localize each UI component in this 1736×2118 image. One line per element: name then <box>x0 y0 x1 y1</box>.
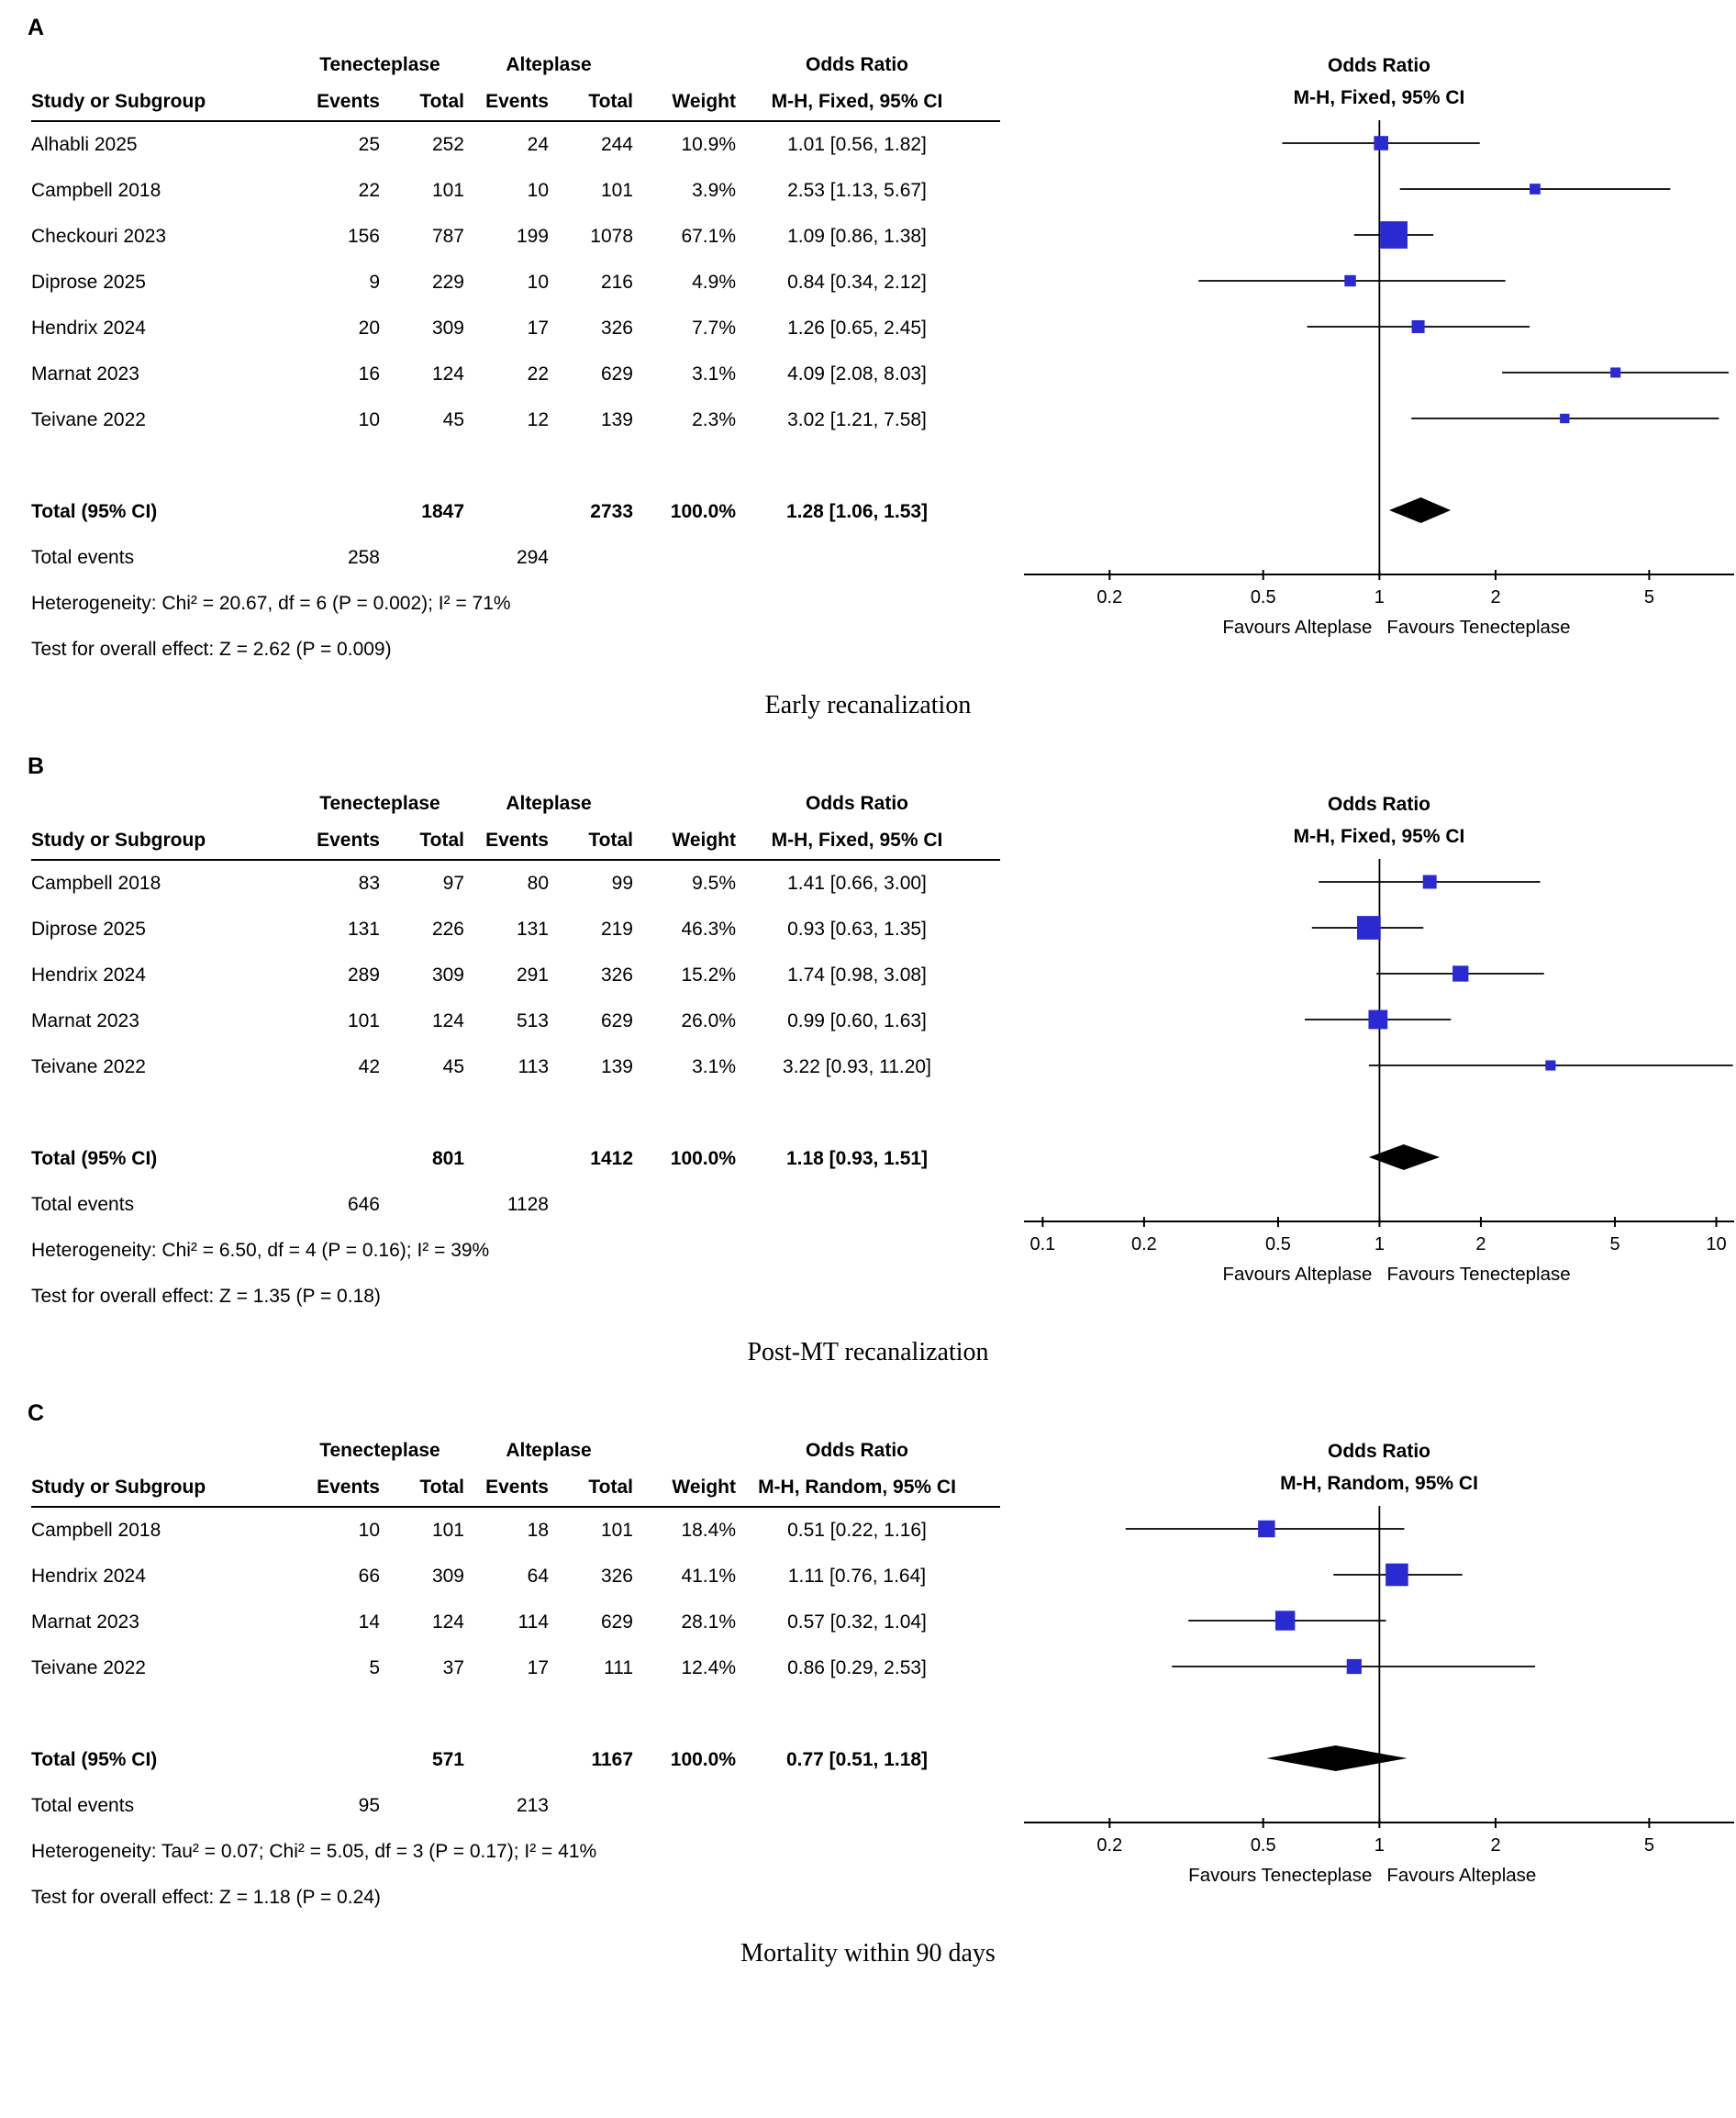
study-row <box>31 1044 1000 1090</box>
weight-value: 15.2% <box>681 964 736 986</box>
or-ci-value: 0.51 [0.22, 1.16] <box>787 1520 927 1541</box>
events2-value: 513 <box>516 1010 549 1031</box>
heterogeneity-row <box>31 1829 1000 1875</box>
total2-value: 629 <box>600 1611 633 1633</box>
axis-tick-label: 1 <box>1374 1234 1385 1254</box>
total-events-row <box>31 1182 1000 1228</box>
or-point-marker <box>1423 875 1437 889</box>
events1-value: 66 <box>358 1566 380 1587</box>
weight-column-header: Weight <box>672 91 736 112</box>
total-events-label: Total events <box>31 547 135 568</box>
or-point-marker <box>1374 136 1388 150</box>
group1-header: Tenecteplase <box>319 793 440 814</box>
total1-value: 101 <box>431 180 464 201</box>
events1-value: 156 <box>347 226 380 247</box>
study-column-header: Study or Subgroup <box>31 91 206 112</box>
study-name: Campbell 2018 <box>31 1520 161 1541</box>
total1-column-header: Total <box>419 91 464 112</box>
total-events2-value: 213 <box>516 1795 549 1816</box>
total1-value: 45 <box>442 409 464 430</box>
events1-value: 22 <box>358 180 380 201</box>
or-point-marker <box>1412 320 1425 333</box>
study-name: Checkouri 2023 <box>31 226 167 247</box>
plot-odds-ratio-title: Odds Ratio <box>1327 55 1431 76</box>
panel-label: B <box>28 753 45 779</box>
total-or-ci: 1.18 [0.93, 1.51] <box>785 1148 929 1169</box>
total2-value: 139 <box>600 409 633 430</box>
or-ci-value: 0.99 [0.60, 1.63] <box>787 1010 927 1031</box>
spacer-row <box>31 1090 1000 1136</box>
total2-value: 99 <box>611 873 633 894</box>
or-ci-value: 1.11 [0.76, 1.64] <box>787 1566 927 1587</box>
total1-value: 226 <box>431 919 464 940</box>
forest-plot-area <box>1018 1432 1736 1896</box>
events2-value: 114 <box>517 1611 549 1633</box>
events1-value: 10 <box>358 409 380 430</box>
events1-value: 42 <box>358 1056 380 1077</box>
axis-tick-label: 2 <box>1475 1234 1486 1254</box>
events2-column-header: Events <box>485 1477 549 1498</box>
group2-header: Alteplase <box>506 793 592 814</box>
study-name: Hendrix 2024 <box>31 1566 146 1587</box>
events1-value: 20 <box>358 318 380 339</box>
plot-method-title: M-H, Fixed, 95% CI <box>1293 826 1465 847</box>
weight-value: 3.1% <box>692 363 736 385</box>
weight-column-header: Weight <box>672 1477 736 1498</box>
table-header-groups <box>31 786 1000 822</box>
total-events-label: Total events <box>31 1795 135 1816</box>
weight-value: 18.4% <box>681 1520 736 1541</box>
method-column-header: M-H, Random, 95% CI <box>758 1477 956 1498</box>
or-ci-value: 1.74 [0.98, 3.08] <box>787 964 927 986</box>
or-point-marker <box>1610 367 1620 377</box>
table-header-columns <box>31 1469 1000 1508</box>
table-header-columns <box>31 822 1000 861</box>
total2-value: 1078 <box>590 226 633 247</box>
or-point-marker <box>1545 1060 1555 1070</box>
axis-tick-label: 0.5 <box>1265 1234 1291 1254</box>
or-ci-value: 0.93 [0.63, 1.35] <box>787 919 927 940</box>
total1-column-header: Total <box>419 1477 464 1498</box>
study-row <box>31 1645 1000 1691</box>
total2-sum: 1167 <box>591 1749 633 1770</box>
weight-value: 9.5% <box>692 873 736 894</box>
panel-label: A <box>28 15 45 40</box>
total-events-row <box>31 1783 1000 1829</box>
total1-value: 124 <box>431 1611 464 1633</box>
panel-body <box>31 1432 1736 1919</box>
study-name: Diprose 2025 <box>31 919 146 940</box>
axis-tick-label: 2 <box>1490 587 1501 608</box>
overall-effect-row <box>31 1274 1000 1320</box>
or-point-marker <box>1258 1521 1274 1537</box>
study-row <box>31 260 1000 306</box>
axis-tick-label: 0.2 <box>1096 587 1123 608</box>
forest-panel-C <box>0 1400 1736 1968</box>
study-name: Teivane 2022 <box>31 1056 146 1077</box>
overall-effect-text: Test for overall effect: Z = 2.62 (P = 0.009) <box>31 639 392 660</box>
events2-value: 10 <box>527 272 549 293</box>
axis-tick-label: 5 <box>1609 1234 1620 1254</box>
events2-value: 113 <box>517 1056 549 1077</box>
favours-left-label: Favours Alteplase <box>1222 617 1373 638</box>
plot-method-title: M-H, Fixed, 95% CI <box>1293 87 1465 108</box>
total1-sum: 1847 <box>421 501 464 522</box>
method-column-header: M-H, Fixed, 95% CI <box>771 830 943 851</box>
or-ci-value: 0.84 [0.34, 2.12] <box>787 272 927 293</box>
events2-column-header: Events <box>485 91 549 112</box>
study-name: Marnat 2023 <box>31 1010 139 1031</box>
or-ci-value: 0.86 [0.29, 2.53] <box>787 1657 927 1678</box>
events2-value: 17 <box>527 318 549 339</box>
overall-effect-text: Test for overall effect: Z = 1.18 (P = 0.24) <box>31 1887 381 1908</box>
axis-tick-label: 0.5 <box>1250 587 1276 608</box>
study-table <box>31 47 1000 673</box>
total-events2-value: 1128 <box>506 1194 549 1215</box>
group2-header: Alteplase <box>506 54 592 75</box>
plot-method-title: M-H, Random, 95% CI <box>1280 1473 1478 1494</box>
total1-value: 229 <box>431 272 464 293</box>
events1-value: 101 <box>347 1010 380 1031</box>
study-table <box>31 1432 1000 1921</box>
or-point-marker <box>1452 965 1468 981</box>
weight-value: 26.0% <box>681 1010 736 1031</box>
study-name: Campbell 2018 <box>31 873 161 894</box>
total2-value: 326 <box>600 964 633 986</box>
events1-column-header: Events <box>317 1477 380 1498</box>
weight-column-header: Weight <box>672 830 736 851</box>
axis-tick-label: 0.2 <box>1130 1234 1157 1254</box>
weight-value: 3.9% <box>692 180 736 201</box>
panel-caption: Post-MT recanalization <box>747 1338 989 1366</box>
total2-value: 216 <box>600 272 633 293</box>
events1-value: 5 <box>369 1657 380 1678</box>
group1-header: Tenecteplase <box>319 1440 440 1461</box>
events2-value: 12 <box>527 409 549 430</box>
axis-tick-label: 5 <box>1643 1835 1654 1856</box>
or-point-marker <box>1368 1010 1387 1030</box>
or-ci-value: 1.26 [0.65, 2.45] <box>787 318 927 339</box>
odds-ratio-column-header: Odds Ratio <box>805 54 908 75</box>
favours-left-label: Favours Alteplase <box>1222 1264 1373 1285</box>
total2-value: 326 <box>600 318 633 339</box>
or-point-marker <box>1560 414 1569 423</box>
total1-value: 252 <box>431 134 464 155</box>
total-row <box>31 489 1000 535</box>
total2-value: 111 <box>604 1657 633 1678</box>
table-header-groups <box>31 1432 1000 1469</box>
events2-value: 18 <box>527 1520 549 1541</box>
total1-value: 37 <box>442 1657 464 1678</box>
total-events-label: Total events <box>31 1194 135 1215</box>
or-point-marker <box>1347 1659 1362 1674</box>
total2-value: 219 <box>600 919 633 940</box>
odds-ratio-column-header: Odds Ratio <box>805 793 908 814</box>
table-header-groups <box>31 47 1000 84</box>
table-header-columns <box>31 84 1000 122</box>
events1-value: 131 <box>347 919 380 940</box>
or-ci-value: 3.22 [0.93, 11.20] <box>783 1056 931 1077</box>
study-row <box>31 1508 1000 1554</box>
total-or-ci: 1.28 [1.06, 1.53] <box>785 501 929 522</box>
overall-effect-row <box>31 1875 1000 1921</box>
axis-tick-label: 10 <box>1706 1234 1727 1254</box>
heterogeneity-text: Heterogeneity: Chi² = 6.50, df = 4 (P = 0.16); I² = 39% <box>31 1240 490 1261</box>
events2-value: 10 <box>527 180 549 201</box>
total-label: Total (95% CI) <box>31 1148 158 1169</box>
total1-column-header: Total <box>419 830 464 851</box>
group1-header: Tenecteplase <box>319 54 440 75</box>
total-diamond <box>1266 1745 1407 1771</box>
study-row <box>31 306 1000 351</box>
heterogeneity-row <box>31 581 1000 627</box>
or-point-marker <box>1385 1564 1408 1587</box>
study-row <box>31 998 1000 1044</box>
axis-tick-label: 1 <box>1374 1835 1385 1856</box>
weight-value: 12.4% <box>681 1657 736 1678</box>
total-events1-value: 258 <box>347 547 380 568</box>
study-name: Campbell 2018 <box>31 180 161 201</box>
or-ci-value: 1.09 [0.86, 1.38] <box>787 226 927 247</box>
weight-value: 2.3% <box>692 409 736 430</box>
study-row <box>31 1600 1000 1645</box>
study-name: Hendrix 2024 <box>31 964 146 986</box>
study-row <box>31 1554 1000 1600</box>
weight-value: 41.1% <box>681 1566 736 1587</box>
or-ci-value: 1.01 [0.56, 1.82] <box>787 134 927 155</box>
total-events2-value: 294 <box>516 547 549 568</box>
axis-tick-label: 0.2 <box>1096 1835 1123 1856</box>
total1-value: 309 <box>431 964 464 986</box>
total-or-ci: 0.77 [0.51, 1.18] <box>785 1749 929 1770</box>
study-row <box>31 122 1000 168</box>
or-point-marker <box>1275 1611 1295 1630</box>
total1-sum: 801 <box>431 1148 464 1169</box>
total2-sum: 1412 <box>590 1148 633 1169</box>
total1-value: 97 <box>442 873 464 894</box>
total-label: Total (95% CI) <box>31 501 158 522</box>
heterogeneity-text: Heterogeneity: Chi² = 20.67, df = 6 (P = 0.002); I² = 71% <box>31 593 511 614</box>
forest-panel-B <box>0 753 1736 1367</box>
total-weight: 100.0% <box>670 1148 736 1169</box>
weight-value: 7.7% <box>692 318 736 339</box>
favours-right-label: Favours Tenecteplase <box>1386 1264 1571 1285</box>
panel-label: C <box>28 1400 45 1426</box>
axis-tick-label: 1 <box>1374 587 1385 608</box>
or-ci-value: 3.02 [1.21, 7.58] <box>787 409 927 430</box>
weight-value: 3.1% <box>692 1056 736 1077</box>
study-name: Diprose 2025 <box>31 272 146 293</box>
events1-value: 9 <box>369 272 380 293</box>
events2-value: 131 <box>516 919 549 940</box>
total1-sum: 571 <box>431 1749 464 1770</box>
panel-caption: Mortality within 90 days <box>740 1939 996 1968</box>
axis-tick-label: 0.1 <box>1029 1234 1056 1254</box>
total2-value: 326 <box>600 1566 633 1587</box>
forest-plot-area <box>1018 786 1736 1295</box>
favours-left-label: Favours Tenecteplase <box>1188 1865 1373 1886</box>
weight-value: 46.3% <box>681 919 736 940</box>
events1-value: 14 <box>358 1611 380 1633</box>
events1-value: 10 <box>358 1520 380 1541</box>
axis-tick-label: 2 <box>1490 1835 1501 1856</box>
or-ci-value: 4.09 [2.08, 8.03] <box>787 363 927 385</box>
total2-value: 101 <box>600 180 633 201</box>
spacer-row <box>31 1691 1000 1737</box>
or-ci-value: 0.57 [0.32, 1.04] <box>787 1611 927 1633</box>
events1-value: 83 <box>358 873 380 894</box>
total2-value: 629 <box>600 363 633 385</box>
heterogeneity-row <box>31 1228 1000 1274</box>
study-row <box>31 861 1000 907</box>
study-name: Marnat 2023 <box>31 363 139 385</box>
total1-value: 309 <box>431 1566 464 1587</box>
events1-value: 16 <box>358 363 380 385</box>
heterogeneity-text: Heterogeneity: Tau² = 0.07; Chi² = 5.05, df = 3 (P = 0.17); I² = 41% <box>31 1841 597 1862</box>
or-ci-value: 1.41 [0.66, 3.00] <box>787 873 927 894</box>
forest-panel-A <box>0 15 1736 720</box>
plot-odds-ratio-title: Odds Ratio <box>1327 794 1431 815</box>
or-point-marker <box>1380 221 1408 249</box>
events2-value: 291 <box>516 964 549 986</box>
weight-value: 4.9% <box>692 272 736 293</box>
study-row <box>31 907 1000 953</box>
plot-odds-ratio-title: Odds Ratio <box>1327 1441 1431 1462</box>
total1-value: 787 <box>431 226 464 247</box>
axis-tick-label: 0.5 <box>1250 1835 1276 1856</box>
total2-value: 101 <box>600 1520 633 1541</box>
total-events1-value: 646 <box>347 1194 380 1215</box>
spacer-row <box>31 443 1000 489</box>
total-weight: 100.0% <box>670 1749 736 1770</box>
study-row <box>31 953 1000 998</box>
favours-right-label: Favours Alteplase <box>1386 1865 1537 1886</box>
axis-tick-label: 5 <box>1643 587 1654 608</box>
events2-value: 24 <box>527 134 549 155</box>
forest-plot-area <box>1018 47 1736 648</box>
events2-value: 64 <box>527 1566 549 1587</box>
total2-column-header: Total <box>588 1477 633 1498</box>
total1-value: 45 <box>442 1056 464 1077</box>
panel-caption: Early recanalization <box>764 691 972 719</box>
events1-value: 289 <box>347 964 380 986</box>
study-row <box>31 168 1000 214</box>
study-name: Teivane 2022 <box>31 1657 146 1678</box>
total-label: Total (95% CI) <box>31 1749 158 1770</box>
favours-right-label: Favours Tenecteplase <box>1386 617 1571 638</box>
total-weight: 100.0% <box>670 501 736 522</box>
study-table <box>31 786 1000 1320</box>
study-name: Teivane 2022 <box>31 409 146 430</box>
total1-value: 124 <box>431 363 464 385</box>
study-row <box>31 214 1000 260</box>
total2-value: 629 <box>600 1010 633 1031</box>
study-name: Marnat 2023 <box>31 1611 139 1633</box>
total-events-row <box>31 535 1000 581</box>
or-point-marker <box>1530 184 1541 195</box>
events1-column-header: Events <box>317 830 380 851</box>
events2-value: 199 <box>516 226 549 247</box>
total-row <box>31 1737 1000 1783</box>
study-column-header: Study or Subgroup <box>31 830 206 851</box>
study-column-header: Study or Subgroup <box>31 1477 206 1498</box>
study-name: Hendrix 2024 <box>31 318 146 339</box>
odds-ratio-column-header: Odds Ratio <box>805 1440 908 1461</box>
panel-body <box>31 786 1736 1318</box>
weight-value: 67.1% <box>681 226 736 247</box>
total2-column-header: Total <box>588 830 633 851</box>
study-row <box>31 351 1000 397</box>
or-point-marker <box>1357 916 1381 940</box>
weight-value: 10.9% <box>681 134 736 155</box>
or-ci-value: 2.53 [1.13, 5.67] <box>787 180 927 201</box>
events1-column-header: Events <box>317 91 380 112</box>
total2-sum: 2733 <box>590 501 633 522</box>
total1-value: 124 <box>431 1010 464 1031</box>
events1-value: 25 <box>358 134 380 155</box>
total-events1-value: 95 <box>358 1795 380 1816</box>
total1-value: 101 <box>431 1520 464 1541</box>
panel-body <box>31 47 1736 671</box>
total-row <box>31 1136 1000 1182</box>
events2-value: 80 <box>527 873 549 894</box>
group2-header: Alteplase <box>506 1440 592 1461</box>
study-name: Alhabli 2025 <box>31 134 138 155</box>
total2-value: 139 <box>600 1056 633 1077</box>
overall-effect-row <box>31 627 1000 673</box>
method-column-header: M-H, Fixed, 95% CI <box>771 91 943 112</box>
or-point-marker <box>1344 275 1355 286</box>
study-row <box>31 397 1000 443</box>
total-diamond <box>1389 497 1451 523</box>
events2-value: 22 <box>527 363 549 385</box>
events2-column-header: Events <box>485 830 549 851</box>
total2-column-header: Total <box>588 91 633 112</box>
total1-value: 309 <box>431 318 464 339</box>
overall-effect-text: Test for overall effect: Z = 1.35 (P = 0.18) <box>31 1286 381 1307</box>
total2-value: 244 <box>600 134 633 155</box>
weight-value: 28.1% <box>681 1611 736 1633</box>
events2-value: 17 <box>527 1657 549 1678</box>
